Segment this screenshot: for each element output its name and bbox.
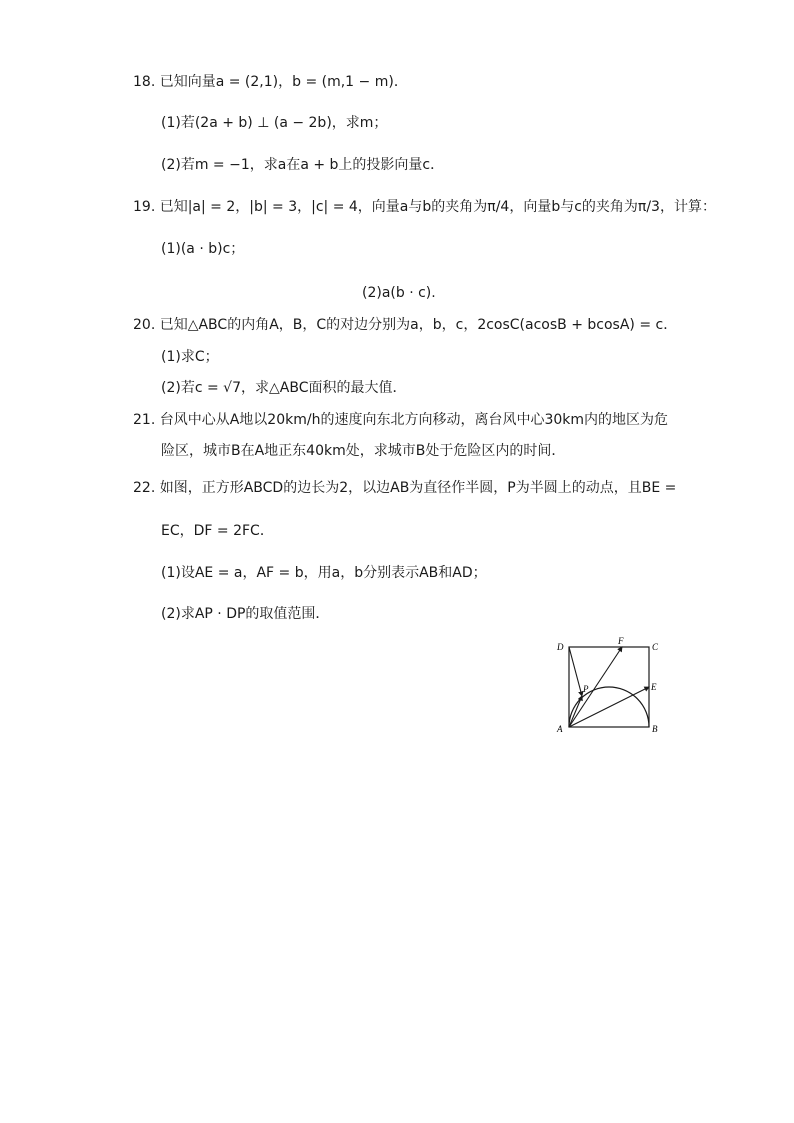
label-e: E [651, 682, 657, 692]
q19-part1: (1)(a · b)c； [161, 241, 245, 257]
label-b: B [652, 724, 658, 734]
q22-stem: 如图，正方形ABCD的边长为2，以边AB为直径作半圆，P为半圆上的动点，且BE = [159, 480, 677, 496]
q19-stem: 已知|a| = 2，|b| = 3，|c| = 4，向量a与b的夹角为π/4，向量b与c的夹角为π/3，计算： [159, 199, 716, 215]
q20-part2: (2)若c = √7，求△ABC面积的最大值． [161, 380, 407, 396]
q21-line2: 险区，城市B在A地正东40km处，求城市B处于危险区内的时间． [161, 443, 566, 459]
q22-line1 [133, 478, 676, 498]
label-d: D [557, 642, 564, 652]
vector-dp [569, 647, 582, 696]
label-c: C [652, 642, 659, 652]
q19-number: 19. [133, 199, 156, 215]
q18-line1 [133, 72, 408, 92]
q20-line1 [133, 315, 677, 335]
label-p: P [583, 684, 589, 694]
q19-line1 [133, 197, 716, 217]
vector-ap [569, 696, 582, 727]
q21-stem: 台风中心从A地以20km/h的速度向东北方向移动，离台风中心30km内的地区为危 [159, 412, 669, 428]
q22-number: 22. [133, 480, 156, 496]
geometry-figure [552, 636, 664, 736]
q21-line1 [133, 410, 668, 430]
label-a: A [557, 724, 563, 734]
q22-part1: (1)设AE = a，AF = b，用a，b分别表示AB和AD； [161, 565, 487, 581]
q18-stem: 已知向量a = (2,1)，b = (m,1 − m)． [159, 74, 408, 90]
label-f: F [618, 636, 624, 646]
q22-line2: EC，DF = 2FC． [161, 523, 274, 539]
q21-number: 21. [133, 412, 156, 428]
q20-stem: 已知△ABC的内角A，B，C的对边分别为a，b，c，2cosC(acosB + bcosA) = c． [159, 317, 678, 333]
q18-part1: (1)若(2a + b) ⊥ (a − 2b)，求m； [161, 115, 388, 131]
q20-number: 20. [133, 317, 156, 333]
q18-part2: (2)若m = −1，求a在a + b上的投影向量c． [161, 157, 445, 173]
q22-part2: (2)求AP · DP的取值范围． [161, 606, 330, 622]
q19-part2: (2)a(b · c). [362, 285, 436, 301]
q18-number: 18. [133, 74, 156, 90]
q20-part1: (1)求C； [161, 349, 219, 365]
